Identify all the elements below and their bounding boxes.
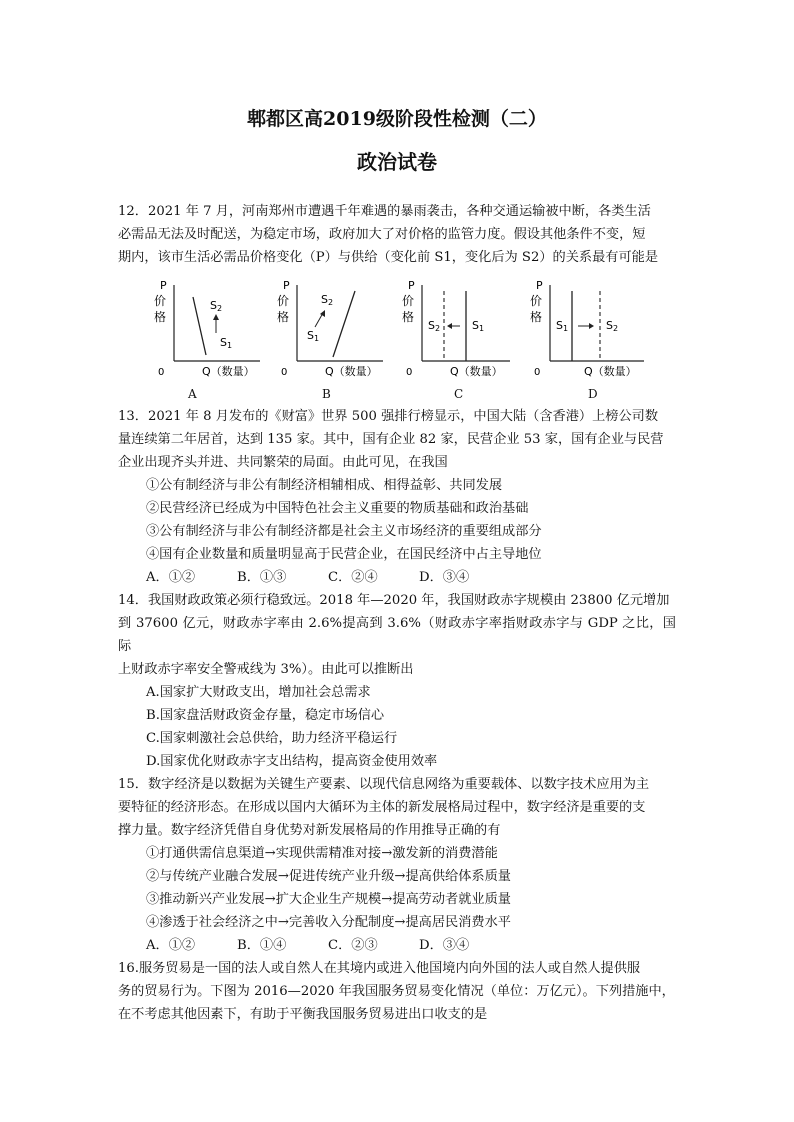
svg-text:0: 0: [406, 367, 413, 378]
q13-line: 企业出现齐头并进、共同繁荣的局面。由此可见，在我国: [118, 455, 448, 470]
q15-option: ③推动新兴产业发展→扩大企业生产规模→提高劳动者就业质量: [146, 892, 511, 907]
graph-c: [396, 277, 521, 383]
q14-option: A.国家扩大财政支出，增加社会总需求: [146, 685, 371, 700]
q13-option: ③公有制经济与非公有制经济都是社会主义市场经济的重要组成部分: [146, 524, 542, 539]
svg-text:价: 价: [277, 294, 290, 308]
choice-c: C．②④: [328, 570, 378, 585]
choice-a: A．①②: [146, 570, 196, 585]
q15-choices: [118, 934, 676, 957]
q15-line: 要特征的经济形态。在形成以国内大循环为主体的新发展格局过程中，数字经济是重要的支: [118, 800, 646, 815]
q16-line: 16.服务贸易是一国的法人或自然人在其境内或进入他国境内向外国的法人或自然人提供服: [118, 961, 641, 976]
q15-line: 15．数字经济是以数据为关键生产要素、以现代信息网络为重要载体、以数字技术应用为主: [118, 777, 650, 792]
q14-option: B.国家盘活财政资金存量，稳定市场信心: [146, 708, 385, 723]
choice-a: A．①②: [146, 938, 196, 953]
up-arrow-icon: [315, 313, 323, 327]
question-16: [118, 957, 676, 1026]
supply-curve: [333, 291, 355, 357]
q15-option: ④渗透于社会经济之中→完善收入分配制度→提高居民消费水平: [146, 915, 511, 930]
question-15: [118, 773, 676, 957]
q13-choices: [118, 566, 676, 589]
s1-label: S1: [307, 329, 320, 343]
svg-text:格: 格: [402, 310, 415, 324]
q15-line: 撑力量。数字经济凭借自身优势对新发展格局的作用推导正确的有: [118, 823, 501, 838]
choice-c: C．②③: [328, 938, 378, 953]
exam-content: [118, 200, 676, 1026]
s2-label: S2: [321, 293, 334, 307]
choice-b: B．①③: [237, 570, 287, 585]
q13-option: ②民营经济已经成为中国特色社会主义重要的物质基础和政治基础: [146, 501, 529, 516]
q13-option: ④国有企业数量和质量明显高于民营企业，在国民经济中占主导地位: [146, 547, 542, 562]
s1-label: S1: [556, 319, 569, 333]
q15-option: ②与传统产业融合发展→促进传统产业升级→提高供给体系质量: [146, 869, 511, 884]
question-13: [118, 405, 676, 589]
q12-line: 期内，该市生活必需品价格变化（P）与供给（变化前 S1，变化后为 S2）的关系最有可能是: [118, 250, 659, 265]
q13-option: ①公有制经济与非公有制经济相辅相成、相得益彰、共同发展: [146, 478, 503, 493]
q14-line: 到 37600 亿元，财政赤字率由 2.6%提高到 3.6%（财政赤字率指财政赤字与 GDP 之比，国际: [118, 616, 676, 654]
svg-text:P: P: [536, 279, 543, 292]
q16-line: 务的贸易行为。下图为 2016—2020 年我国服务贸易变化情况（单位：万亿元）。下列措施中，: [118, 984, 675, 999]
graph-letter: A: [188, 387, 197, 401]
svg-text:P: P: [283, 279, 290, 292]
graph-a: [148, 277, 268, 383]
question-12: [118, 200, 676, 405]
q14-option: C.国家刺激社会总供给，助力经济平稳运行: [146, 731, 398, 746]
svg-text:0: 0: [158, 367, 165, 378]
svg-text:价: 价: [154, 294, 167, 308]
svg-text:格: 格: [530, 310, 543, 324]
graph-d: [524, 277, 659, 383]
graph-b: [271, 277, 391, 383]
q13-line: 13．2021 年 8 月发布的《财富》世界 500 强排行榜显示，中国大陆（含香港）上榜公司数: [118, 409, 659, 424]
choice-b: B．①④: [237, 938, 287, 953]
q14-line: 上财政赤字率安全警戒线为 3%）。由此可以推断出: [118, 662, 414, 677]
q14-line: 14．我国财政政策必须行稳致远。2018 年—2020 年，我国财政赤字规模由 23800 亿元增加: [118, 593, 670, 608]
q12-line: 必需品无法及时配送，为稳定市场，政府加大了对价格的监管力度。假设其他条件不变，短: [118, 227, 646, 242]
choice-d: D．③④: [419, 938, 470, 953]
graph-letter: D: [588, 387, 598, 401]
exam-subtitle: 政治试卷: [357, 150, 437, 174]
graph-letter: C: [454, 387, 464, 401]
supply-curve: [193, 297, 206, 355]
svg-text:P: P: [408, 279, 415, 292]
q16-line: 在不考虑其他因素下，有助于平衡我国服务贸易进出口收支的是: [118, 1007, 488, 1022]
q13-line: 量连续第二年居首，达到 135 家。其中，国有企业 82 家，民营企业 53 家，国有企业与民营: [118, 432, 664, 447]
supply-graphs: [118, 277, 676, 383]
q14-option: D.国家优化财政赤字支出结构，提高资金使用效率: [146, 754, 438, 769]
q12-line: 12．2021 年 7 月，河南郑州市遭遇千年难遇的暴雨袭击，各种交通运输被中断，各类生活: [118, 204, 651, 219]
exam-title: 郫都区高2019级阶段性检测（二）: [247, 108, 547, 130]
q15-option: ①打通供需信息渠道→实现供需精准对接→激发新的消费潜能: [146, 846, 498, 861]
svg-text:格: 格: [154, 310, 167, 324]
s2-label: S2: [606, 319, 619, 333]
s2-label: S2: [210, 299, 223, 313]
s1-label: S1: [472, 319, 485, 333]
p-axis-label: P: [160, 279, 167, 292]
svg-text:0: 0: [534, 367, 541, 378]
svg-text:Q（数量）: Q（数量）: [325, 365, 378, 378]
graph-letter: B: [322, 387, 331, 401]
s2-label: S2: [428, 319, 441, 333]
choice-d: D．③④: [419, 570, 470, 585]
svg-text:Q（数量）: Q（数量）: [584, 365, 637, 378]
graph-letters: [118, 383, 676, 405]
svg-text:价: 价: [402, 294, 415, 308]
svg-text:格: 格: [277, 310, 290, 324]
question-14: [118, 589, 676, 773]
svg-text:价: 价: [530, 294, 543, 308]
svg-text:Q（数量）: Q（数量）: [450, 365, 503, 378]
q-axis-label: Q（数量）: [202, 365, 255, 378]
s1-label: S1: [220, 336, 233, 350]
svg-text:0: 0: [281, 367, 288, 378]
